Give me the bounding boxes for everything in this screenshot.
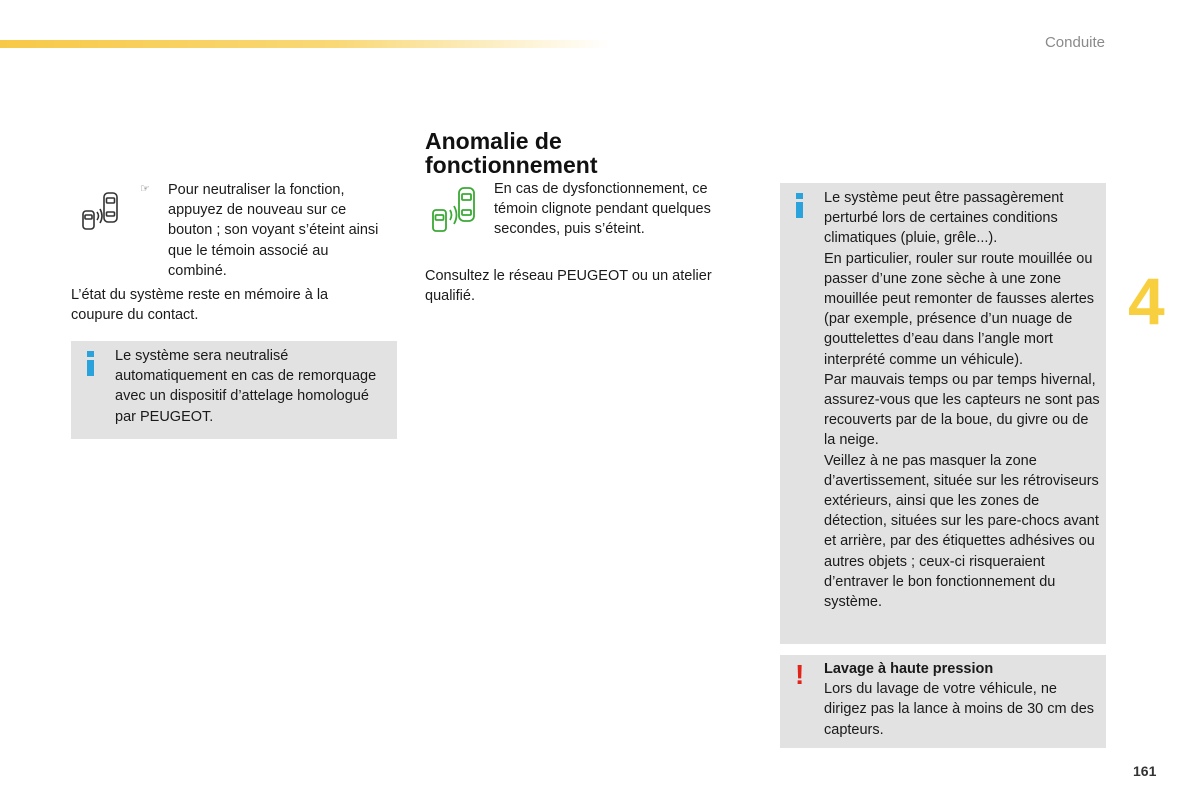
weather-info-paragraph: Par mauvais temps ou par temps hivernal, assurez-vous que les capteurs ne sont pas recouverts par de la boue, du givre ou de la neige. (824, 371, 1100, 449)
pressure-wash-warning-box (780, 655, 1106, 748)
weather-info-paragraph: Veillez à ne pas masquer la zone d’avertissement, située sur les rétroviseurs extérieurs, ainsi que les zones de détection, situées sur les pare-chocs avant et arrière, par des étiquettes adhésives ou autres objets ; ceux-ci risqueraient d’entraver le bon fonctionnement du système. (824, 452, 1099, 611)
warning-title: Lavage à haute pression (824, 661, 994, 677)
finger-bullet-icon: ☞ (140, 183, 150, 195)
weather-info-paragraph: En particulier, rouler sur route mouillée ou passer d’une zone sèche à une zone mouillée peut remonter de fausses alertes (par exemple, présence d’un nuage de gouttelettes d’eau dans l’angle mort interprété comme un véhicule). (824, 250, 1095, 368)
blind-spot-button-icon (80, 190, 122, 232)
warning-text: Lors du lavage de votre véhicule, ne dirigez pas la lance à moins de 30 cm des capteurs. (824, 681, 1095, 738)
memory-note-text: L’état du système reste en mémoire à la coupure du contact. (71, 287, 329, 324)
blind-spot-warning-light-icon (430, 186, 480, 234)
deactivate-step-text: Pour neutraliser la fonction, appuyez de nouveau sur ce bouton ; son voyant s’éteint ainsi que le témoin associé au combiné. (168, 182, 379, 279)
weather-info-box (780, 183, 1106, 644)
consult-network-text: Consultez le réseau PEUGEOT ou un atelier qualifié. (425, 268, 712, 305)
section-title: Conduite (1044, 34, 1105, 51)
warning-text-block (824, 659, 1094, 740)
chapter-number: 4 (1128, 264, 1165, 338)
towing-info-text: Le système sera neutralisé automatiquement en cas de remorquage avec un dispositif d’attelage homologué par PEUGEOT. (115, 348, 377, 425)
weather-info-text (824, 188, 1100, 612)
page-number: 161 (1133, 763, 1157, 779)
malfunction-text: En cas de dysfonctionnement, ce témoin clignote pendant quelques secondes, puis s’éteint. (494, 181, 711, 238)
towing-info-box (71, 341, 397, 439)
malfunction-heading: Anomalie de fonctionnement (425, 128, 598, 178)
warning-exclamation-icon: ! (795, 659, 805, 690)
header-accent-bar (0, 40, 610, 48)
weather-info-paragraph: Le système peut être passagèrement perturbé lors de certaines conditions climatiques (pluie, grêle...). (824, 190, 1064, 247)
